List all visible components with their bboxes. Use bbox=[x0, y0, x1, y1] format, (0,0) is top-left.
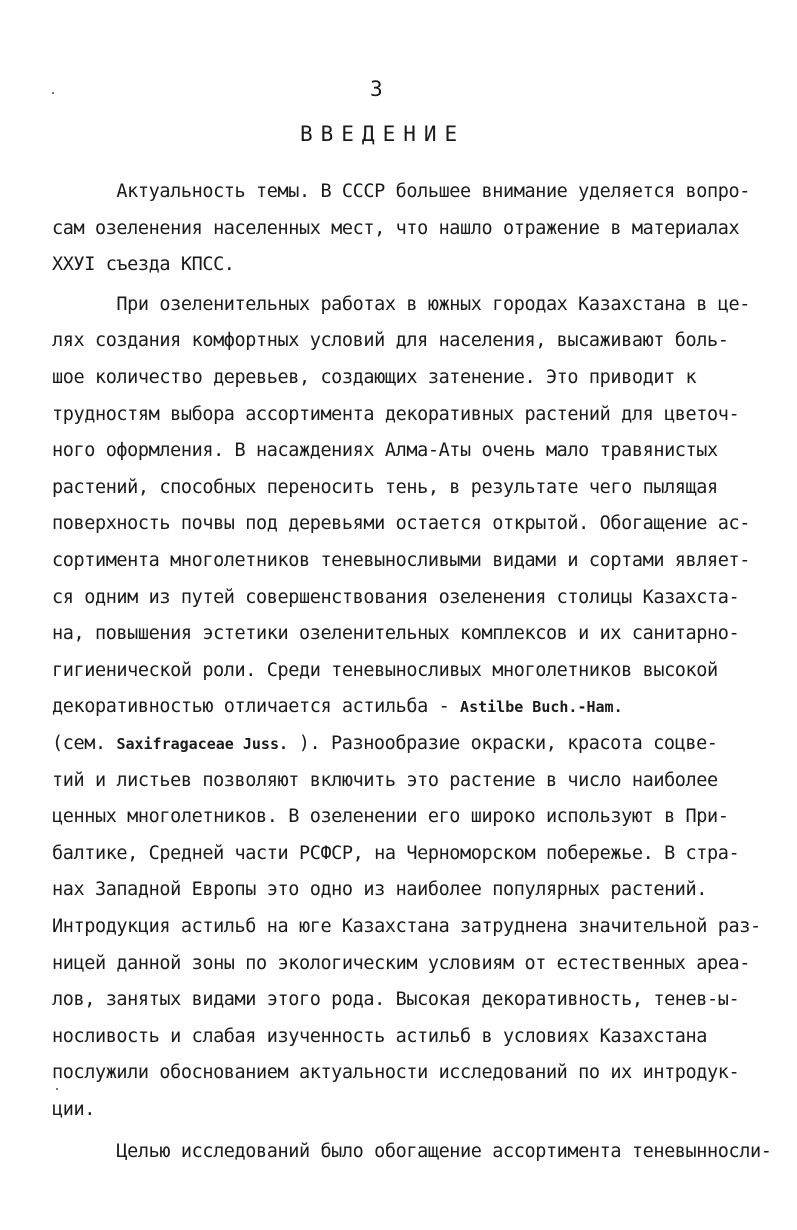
text-line-main: ницей данной зоны по экологическим условиям от естественных ареа- bbox=[52, 953, 750, 974]
text-line bbox=[52, 252, 235, 278]
section-heading: ВВЕДЕНИЕ bbox=[300, 122, 466, 146]
text-line bbox=[52, 585, 739, 611]
text-line-main: послужили обоснованием актуальности исследований по их интродук- bbox=[52, 1062, 740, 1083]
text-line-main: тий и листьев позволяют включить это растение в число наиболее bbox=[52, 770, 718, 791]
text-line bbox=[52, 548, 750, 574]
text-line-main: ного оформления. В насаждениях Алма-Аты очень мало травянистых bbox=[52, 440, 718, 461]
text-line bbox=[52, 1097, 95, 1123]
text-line bbox=[52, 475, 718, 501]
text-line-main: При озеленительных работах в южных городах Казахстана в це- bbox=[52, 294, 750, 315]
text-line-main: лях создания комфортных условий для населения, высаживают боль- bbox=[52, 330, 729, 351]
text-line bbox=[52, 804, 729, 830]
scan-speck bbox=[52, 92, 54, 94]
text-line-main: на, повышения эстетики озеленительных комплексов и их санитарно- bbox=[52, 623, 740, 644]
text-line-main: ции. bbox=[52, 1099, 95, 1120]
text-line bbox=[52, 914, 761, 940]
text-line-main: нах Западной Европы это одно из наиболее популярных растений. bbox=[52, 879, 708, 900]
text-line bbox=[52, 365, 696, 391]
text-line bbox=[52, 658, 718, 684]
text-line-main: ценных многолетников. В озеленении его широко используют в При- bbox=[52, 806, 729, 827]
page-number: 3 bbox=[370, 77, 383, 101]
text-line-main: Актуальность темы. В СССР большее внимание уделяется вопро- bbox=[52, 181, 750, 202]
latin-taxon-name: Astilbe Buch.-Ham. bbox=[460, 698, 623, 716]
scan-speck bbox=[56, 1088, 58, 1090]
text-line-main: балтике, Средней части РСФСР, на Черноморском побережье. В стра- bbox=[52, 843, 740, 864]
text-line bbox=[52, 951, 750, 977]
text-line bbox=[52, 1060, 739, 1086]
text-line-main: носливость и слабая изученность астильб в условиях Казахстана bbox=[52, 1026, 708, 1047]
text-line bbox=[52, 621, 739, 647]
text-line bbox=[52, 731, 718, 757]
text-line-main: (сем. bbox=[52, 733, 117, 754]
text-line bbox=[52, 694, 623, 720]
text-line bbox=[52, 877, 707, 903]
text-line bbox=[52, 328, 729, 354]
text-line bbox=[52, 841, 739, 867]
text-line bbox=[52, 987, 739, 1013]
text-line-main: ся одним из путей совершенствования озеленения столицы Казахста- bbox=[52, 587, 740, 608]
text-line bbox=[52, 438, 718, 464]
text-line bbox=[52, 179, 750, 205]
text-line-main: шое количество деревьев, создающих затенение. Это приводит к bbox=[52, 367, 697, 388]
text-line-main: Интродукция астильб на юге Казахстана затруднена значительной раз- bbox=[52, 916, 761, 937]
text-line-main: гигиенической роли. Среди теневыносливых многолетников высокой bbox=[52, 660, 718, 681]
text-line-main: декоративностью отличается астильба - bbox=[52, 696, 461, 717]
text-line-main: трудностям выбора ассортимента декоративных растений для цветоч- bbox=[52, 404, 740, 425]
latin-taxon-name: Saxifragaceae Juss. bbox=[116, 735, 289, 753]
text-line-main: сам озеленения населенных мест, что нашло отражение в материалах bbox=[52, 218, 740, 239]
text-line-main: сортимента многолетников теневыносливыми видами и сортами являет- bbox=[52, 550, 750, 571]
text-line-tail: ). Разнообразие окраски, красота соцве- bbox=[288, 733, 718, 754]
text-line bbox=[52, 1024, 707, 1050]
text-line-main: ХХУI съезда КПСС. bbox=[52, 254, 235, 275]
text-line-main: лов, занятых видами этого рода. Высокая декоративность, тенев-ы- bbox=[52, 989, 740, 1010]
text-line-main: Целью исследований было обогащение ассортимента теневынносли- bbox=[52, 1141, 772, 1162]
text-line bbox=[52, 402, 739, 428]
text-line bbox=[52, 1139, 771, 1165]
text-line bbox=[52, 768, 718, 794]
text-line-main: растений, способных переносить тень, в результате чего пылящая bbox=[52, 477, 718, 498]
text-line bbox=[52, 511, 750, 537]
text-line-main: поверхность почвы под деревьями остается открытой. Обогащение ас- bbox=[52, 513, 750, 534]
text-line bbox=[52, 216, 739, 242]
text-line bbox=[52, 292, 750, 318]
